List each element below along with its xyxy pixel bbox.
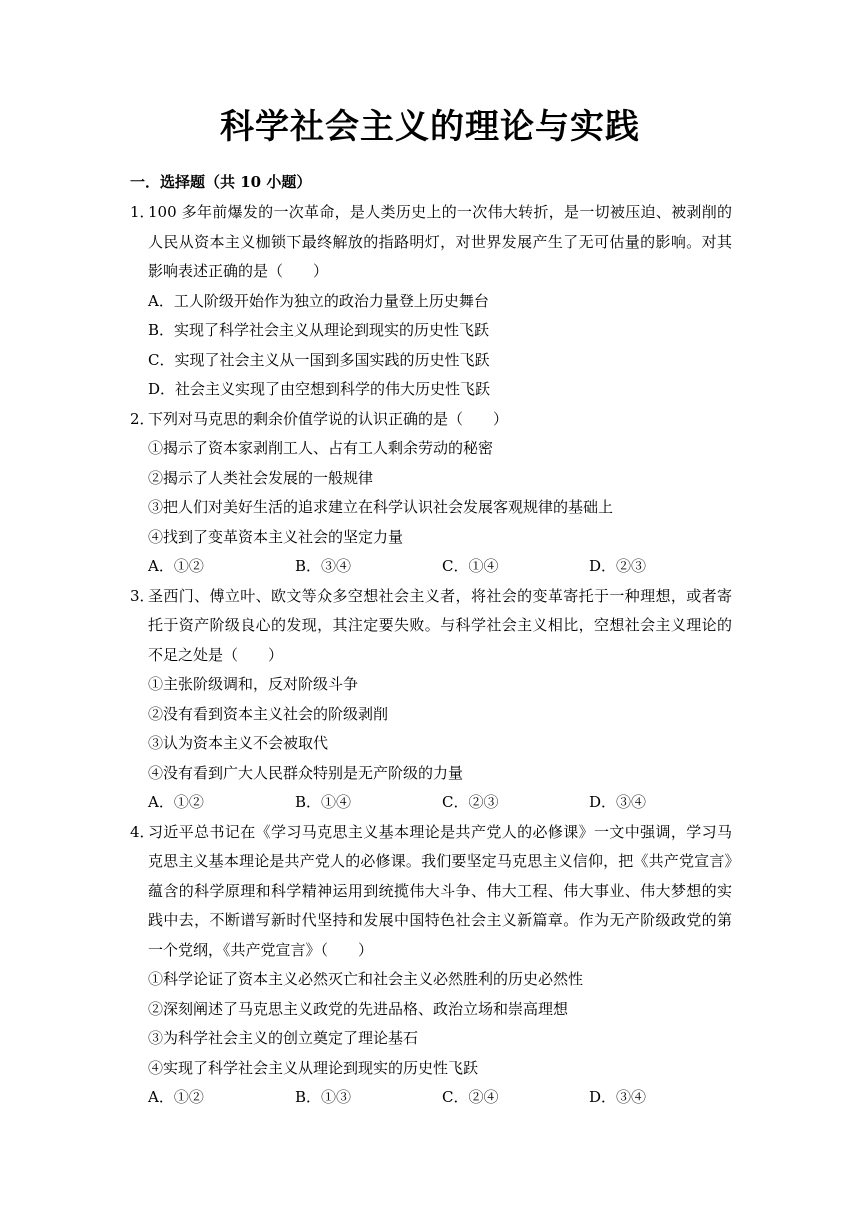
answer-options: [130, 552, 732, 582]
question-text: 下列对马克思的剩余价值学说的认识正确的是（ ）: [148, 409, 509, 428]
answer-options: [130, 1083, 732, 1113]
statement-1: ①科学论证了资本主义必然灭亡和社会主义必然胜利的历史必然性: [148, 970, 584, 988]
question-text: 习近平总书记在《学习马克思主义基本理论是共产党人的必修课》一文中强调，学习马克思主义基本理论是共产党人的必修课。我们要坚定马克思主义信仰，把《共产党宣言》蕴含的科学原理和科学精神运用到统揽伟大斗争、伟大工程、伟大事业、伟大梦想的实践中去，不断谱写新时代坚持和发展中国特色社会主义新篇章。作为无产阶级政党的第一个党纲，《共产党宣言》（ ）: [148, 822, 732, 959]
statement-3: ③认为资本主义不会被取代: [148, 734, 329, 752]
option-d: D．③④: [589, 1088, 647, 1106]
section-heading: 一．选择题（共 10 小题）: [130, 173, 312, 191]
option-c: C．②③: [442, 793, 499, 811]
option-a: A．①②: [148, 1088, 204, 1106]
question-text: 100 多年前爆发的一次革命，是人类历史上的一次伟大转折，是一切被压迫、被剥削的人民从资本主义枷锁下最终解放的指路明灯，对世界发展产生了无可估量的影响。对其影响表述正确的是（ ）: [148, 203, 732, 280]
option-b: B．实现了科学社会主义从理论到现实的历史性飞跃: [148, 321, 490, 339]
question-text: 圣西门、傅立叶、欧文等众多空想社会主义者，将社会的变革寄托于一种理想，或者寄托于资产阶级良心的发现，其注定要失败。与科学社会主义相比，空想社会主义理论的不足之处是（ ）: [148, 586, 732, 664]
option-d: D．②③: [589, 557, 647, 575]
option-d: D．③④: [589, 793, 647, 811]
statement-2: ②深刻阐述了马克思主义政党的先进品格、政治立场和崇高理想: [148, 999, 569, 1018]
question-number: 3．: [130, 586, 155, 605]
option-b: B．①④: [295, 793, 352, 811]
question-4: [130, 818, 732, 1113]
statement-3: ③为科学社会主义的创立奠定了理论基石: [148, 1029, 419, 1047]
question-number: 4．: [130, 822, 155, 841]
question-stem: [130, 582, 732, 671]
statement-2: ②没有看到资本主义社会的阶级剥削: [148, 704, 389, 723]
option-a: A．工人阶级开始作为独立的政治力量登上历史舞台: [148, 291, 489, 310]
statement-4: ④找到了变革资本主义社会的坚定力量: [148, 527, 404, 546]
statement-2: ②揭示了人类社会发展的一般规律: [148, 468, 374, 487]
question-1: [130, 198, 732, 405]
question-stem: [130, 405, 732, 435]
option-b: B．③④: [295, 557, 352, 575]
option-c: C．实现了社会主义从一国到多国实践的历史性飞跃: [148, 350, 490, 369]
option-c: C．②④: [442, 1088, 499, 1106]
answer-options: [130, 788, 732, 818]
statement-4: ④没有看到广大人民群众特别是无产阶级的力量: [148, 763, 464, 782]
option-a: A．①②: [148, 793, 204, 811]
statement-3: ③把人们对美好生活的追求建立在科学认识社会发展客观规律的基础上: [148, 498, 614, 516]
question-number: 1．: [130, 203, 155, 221]
document-title: 科学社会主义的理论与实践: [220, 107, 640, 147]
question-list: [130, 198, 732, 1113]
question-3: [130, 582, 732, 818]
question-number: 2．: [130, 409, 155, 428]
statement-1: ①主张阶级调和，反对阶级斗争: [148, 675, 359, 693]
statement-4: ④实现了科学社会主义从理论到现实的历史性飞跃: [148, 1058, 479, 1077]
option-c: C．①④: [442, 557, 499, 575]
option-b: B．①③: [295, 1088, 352, 1106]
statement-1: ①揭示了资本家剥削工人、占有工人剩余劳动的秘密: [148, 439, 494, 457]
question-stem: [130, 818, 732, 966]
question-stem: [130, 198, 732, 287]
option-d: D．社会主义实现了由空想到科学的伟大历史性飞跃: [148, 380, 491, 398]
question-2: [130, 405, 732, 582]
option-a: A．①②: [148, 557, 204, 575]
